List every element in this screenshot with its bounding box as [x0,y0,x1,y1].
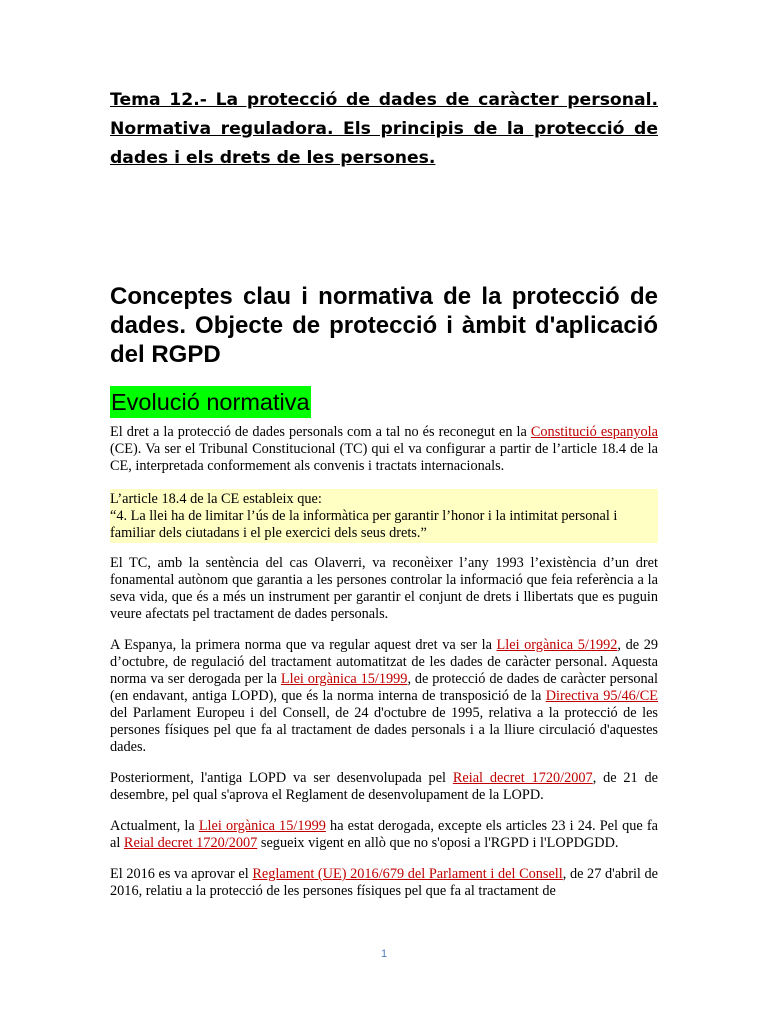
link-directiva-95-46-ce[interactable]: Directiva 95/46/CE [545,688,659,704]
p3-text-4: del Parlament Europeu i del Consell, de 24 d'octubre de 1995, relativa a la protecció de les persones físiques pel que fa al tractament de dades personals i a la lliure circulació d'aquestes dades. [110,705,658,755]
p5-text-2: ha estat derogada, excepte els articles 23 i 24. Pel que fa al [110,818,658,851]
p4-text-1: Posteriorment, l'antiga LOPD va ser desenvolupada pel [110,770,453,786]
paragraph-2: El TC, amb la sentència del cas Olaverri, va reconèixer l’any 1993 l’existència d’un dret fonamental autònom que garantia a les persones controlar la informació que feia referència a la seva vida, que és a més un instrument per garantir el conjunt de drets i llibertats que es puguin veure afectats pel tractament de dades personals. [110,555,658,622]
section-title: Conceptes clau i normativa de la protecció de dades. Objecte de protecció i àmbit d'aplicació del RGPD [110,283,658,368]
quote-line-2: “4. La llei ha de limitar l’ús de la informàtica per garantir l’honor i la intimitat personal i familiar dels ciutadans i el ple exercici dels seus drets.” [110,508,618,541]
p1-text-1: El dret a la protecció de dades personals com a tal no és reconegut en la [110,424,531,440]
link-llei-organica-15-1999-2[interactable]: Llei orgànica 15/1999 [198,818,326,834]
p3-text-2: , de 29 d’octubre, de regulació del tractament automatitzat de les dades de caràcter personal. Aquesta norma va ser derogada per la [110,637,658,687]
p5-text-3: segueix vigent en allò que no s'oposi a l'RGPD i l'LOPDGDD. [257,835,619,851]
body-text [110,424,658,914]
tema-title: Tema 12.- La protecció de dades de caràcter personal. Normativa reguladora. Els principis de la protecció de dades i els drets de les persones. [110,90,658,168]
paragraph-6 [110,866,658,900]
subsection-title: Evolució normativa [110,386,311,418]
link-llei-organica-5-1992[interactable]: Llei orgànica 5/1992 [496,637,618,653]
p4-text-2: , de 21 de desembre, pel qual s'aprova el Reglament de desenvolupament de la LOPD. [110,770,658,803]
p1-text-2: (CE). Va ser el Tribunal Constitucional (TC) qui el va configurar a partir de l’article 18.4 de la CE, interpretada conformement als convenis i tractats internacionals. [110,441,658,474]
paragraph-3 [110,637,658,756]
p5-text-1: Actualment, la [110,818,199,834]
p6-text-1: El 2016 es va aprovar el [110,866,253,882]
link-reglament-ue-2016-679[interactable]: Reglament (UE) 2016/679 del Parlament i del Consell [252,866,563,882]
paragraph-1 [110,424,658,475]
paragraph-4 [110,770,658,804]
link-reial-decret-1720-2007-2[interactable]: Reial decret 1720/2007 [123,835,258,851]
page-number: 1 [380,948,388,960]
quote-block [110,489,658,543]
paragraph-5 [110,818,658,852]
link-reial-decret-1720-2007[interactable]: Reial decret 1720/2007 [452,770,593,786]
link-llei-organica-15-1999[interactable]: Llei orgànica 15/1999 [280,671,408,687]
link-constitucio-espanyola[interactable]: Constitució espanyola [530,424,658,440]
p3-text-3: , de protecció de dades de caràcter personal (en endavant, antiga LOPD), que és la norma interna de transposició de la [110,671,658,704]
p3-text-1: A Espanya, la primera norma que va regular aquest dret va ser la [110,637,497,653]
document-page [110,0,658,1024]
p6-text-2: , de 27 d'abril de 2016, relatiu a la protecció de les persones físiques pel que fa al tractament de [110,866,659,899]
quote-line-1: L’article 18.4 de la CE estableix que: [110,491,322,507]
